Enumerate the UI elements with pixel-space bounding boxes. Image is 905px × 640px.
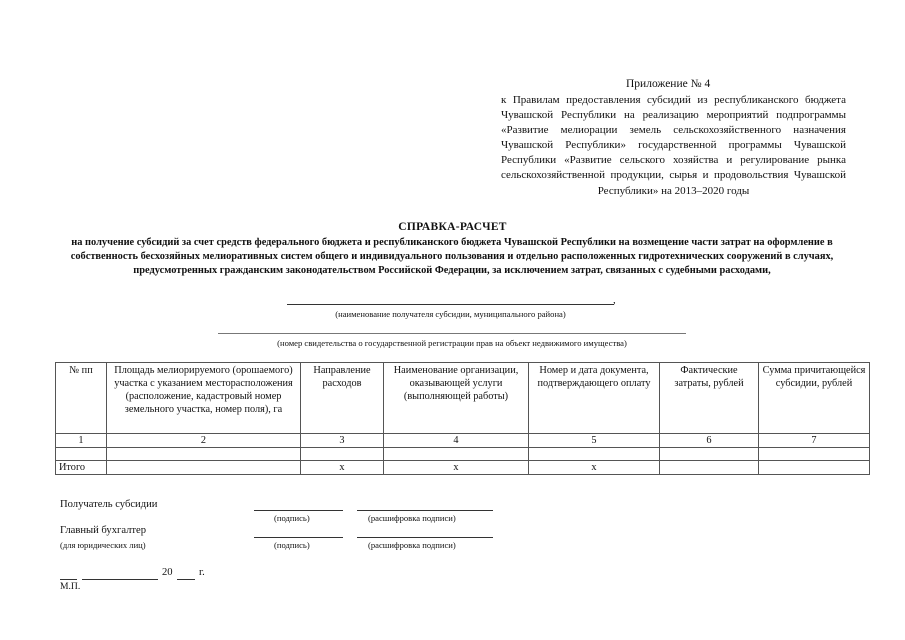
annex-title: Приложение № 4	[626, 78, 711, 90]
date-year-prefix: 20	[162, 567, 173, 578]
accountant-note: (для юридических лиц)	[60, 540, 146, 550]
header-expense-direction: Направление расходов	[301, 363, 384, 434]
recipient-signature-caption: (подпись)	[274, 513, 310, 523]
header-row-number: № пп	[56, 363, 107, 434]
total-cell: х	[384, 461, 529, 475]
total-label: Итого	[56, 461, 107, 475]
stamp-place: М.П.	[60, 581, 81, 592]
recipient-decoding-caption: (расшифровка подписи)	[368, 513, 456, 523]
recipient-signature-line[interactable]	[254, 510, 343, 511]
table-cell[interactable]	[384, 448, 529, 461]
certificate-number-line[interactable]	[218, 333, 686, 334]
column-number: 5	[529, 434, 660, 448]
table-column-numbers-row	[56, 434, 870, 448]
table-cell[interactable]	[301, 448, 384, 461]
date-year-line[interactable]	[177, 579, 195, 580]
table-empty-data-row	[56, 448, 870, 461]
header-payment-document: Номер и дата документа, подтверждающего оплату	[529, 363, 660, 434]
total-cell[interactable]	[107, 461, 301, 475]
date-month-line[interactable]	[82, 579, 158, 580]
total-cell[interactable]	[660, 461, 759, 475]
header-service-organization: Наименование организации, оказывающей услуги (выполняющей работы)	[384, 363, 529, 434]
accountant-decoding-line[interactable]	[357, 537, 493, 538]
document-title: СПРАВКА-РАСЧЕТ	[398, 221, 507, 233]
recipient-decoding-line[interactable]	[357, 510, 493, 511]
total-cell[interactable]	[759, 461, 870, 475]
column-number: 1	[56, 434, 107, 448]
table-cell[interactable]	[56, 448, 107, 461]
table-header-row	[56, 363, 870, 434]
table-cell[interactable]	[529, 448, 660, 461]
annex-reference-text: к Правилам предоставления субсидий из республиканского бюджета Чувашской Республики на реализацию мероприятий подпрограммы «Развитие мелиорации земель сельскохозяйственного назначения Чувашской Республики» государственной программы Чувашской Республики «Развитие сельского хозяйства и регулирование рынка сельскохозяйственной продукции, сырья и продовольствия Чувашской Республики» на 2013–2020 годы	[501, 94, 846, 197]
accountant-signature-line[interactable]	[254, 537, 343, 538]
accountant-signature-caption: (подпись)	[274, 540, 310, 550]
calculation-table	[55, 362, 870, 475]
recipient-name-line[interactable]	[287, 304, 614, 305]
column-number: 7	[759, 434, 870, 448]
column-number: 4	[384, 434, 529, 448]
accountant-signature-label: Главный бухгалтер	[60, 525, 147, 536]
header-plot-area: Площадь мелиорируемого (орошаемого) участка с указанием месторасположения (расположение, кадастровый номер земельного участка, номер поля), га	[107, 363, 301, 434]
table-cell[interactable]	[107, 448, 301, 461]
total-cell: х	[529, 461, 660, 475]
recipient-trailing-comma: ,	[613, 294, 616, 306]
column-number: 6	[660, 434, 759, 448]
table-cell[interactable]	[660, 448, 759, 461]
accountant-decoding-caption: (расшифровка подписи)	[368, 540, 456, 550]
table-total-row	[56, 461, 870, 475]
certificate-number-caption: (номер свидетельства о государственной регистрации прав на объект недвижимого имущества)	[277, 338, 627, 348]
recipient-name-caption: (наименование получателя субсидии, муниципального района)	[335, 309, 566, 319]
document-subtitle: на получение субсидий за счет средств федерального бюджета и республиканского бюджета Чувашской Республики на возмещение части затрат на оформление в собственность бесхозяйных мелиоративных систем общего и индивидуального пользования и отдельно расположенных гидротехнических сооружений в случаях, предусмотренных гражданским законодательством Российской Федерации, за исключением затрат, связанных с судебными расходами,	[70, 237, 834, 277]
recipient-signature-label: Получатель субсидии	[60, 499, 158, 510]
column-number: 3	[301, 434, 384, 448]
date-day-line[interactable]	[60, 579, 77, 580]
table-cell[interactable]	[759, 448, 870, 461]
header-actual-costs: Фактические затраты, рублей	[660, 363, 759, 434]
total-cell: х	[301, 461, 384, 475]
date-year-suffix: г.	[199, 567, 205, 578]
column-number: 2	[107, 434, 301, 448]
header-subsidy-amount: Сумма причитающейся субсидии, рублей	[759, 363, 870, 434]
